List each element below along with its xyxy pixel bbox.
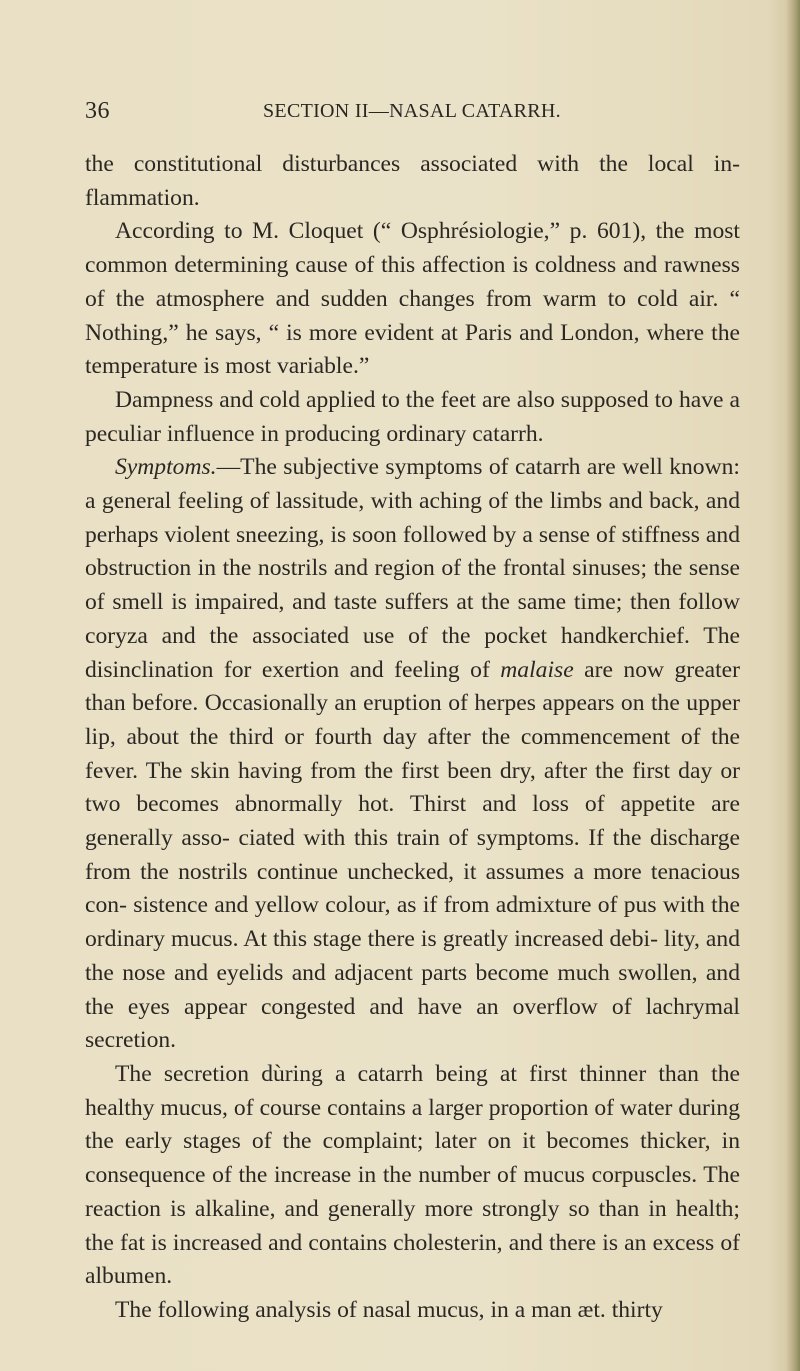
- paragraph-secretion: The secretion dùring a catarrh being at first thinner than the healthy mucus, of course contains a larger proportion of water during the early stages of the complaint; later on it becomes thicker, in consequence of the increase in the number of mucus corpuscles. The reaction is alkaline, and generally more strongly so than in health; the fat is increased and contains cholesterin, and there is an excess of albumen.: [85, 1060, 740, 1290]
- symptoms-text-a: The subjective symptoms of catarrh are well known: a general feeling of lassitude, with aching of the limbs and back, and perhaps violent sneezing, is soon followed by a sense of stiffness and obstruction in the nostrils and region of the frontal sinuses; the sense of smell is impaired, and taste suffers at the same time; then follow coryza and the associated use of the pocket handkerchief. The disinclination for exertion and feeling of: [85, 454, 740, 683]
- symptoms-dash: —: [216, 454, 241, 481]
- running-head: SECTION II—NASAL CATARRH.: [263, 100, 561, 122]
- paragraph-cloquet: According to M. Cloquet (“ Osphrésiologie,” p. 601), the most common determining cause of this affection is coldness and rawness of the atmosphere and sudden changes from warm to cold air. “ Nothing,” he says, “ is more evident at Paris and London, where the temperature is most variable.”: [85, 218, 740, 380]
- paragraph-analysis: The following analysis of nasal mucus, in a man æt. thirty: [115, 1296, 663, 1323]
- page-edge-shadow: [786, 0, 800, 1371]
- paragraph-dampness: Dampness and cold applied to the feet are also supposed to have a peculiar influence in producing ordinary catarrh.: [85, 386, 740, 447]
- symptoms-text-b: are now greater than before. Occasionally an eruption of herpes appears on the upper lip, about the third or fourth day after the commencement of the fever. The skin having from the first been dry, after the first day or two becomes abnormally hot. Thirst and loss of appetite are generally asso- ciated with this train of symptoms. If the discharge from the nostrils continue unchecked, it assumes a more tenacious con- sistence and yellow colour, as if from admixture of pus with the ordinary mucus. At this stage there is greatly increased debi- lity, and the nose and eyelids and adjacent parts become much swollen, and the eyes appear congested and have an overflow of lachrymal secretion.: [85, 656, 740, 1054]
- page-header: [85, 98, 720, 128]
- page-number: 36: [85, 98, 110, 124]
- malaise-italic: malaise: [500, 656, 574, 683]
- symptoms-heading: Symptoms.: [115, 454, 217, 481]
- paragraph-symptoms: [85, 451, 740, 1058]
- body-text: [85, 148, 740, 1328]
- paragraph-continuation: the constitutional disturbances associated with the local in- flammation.: [85, 151, 740, 211]
